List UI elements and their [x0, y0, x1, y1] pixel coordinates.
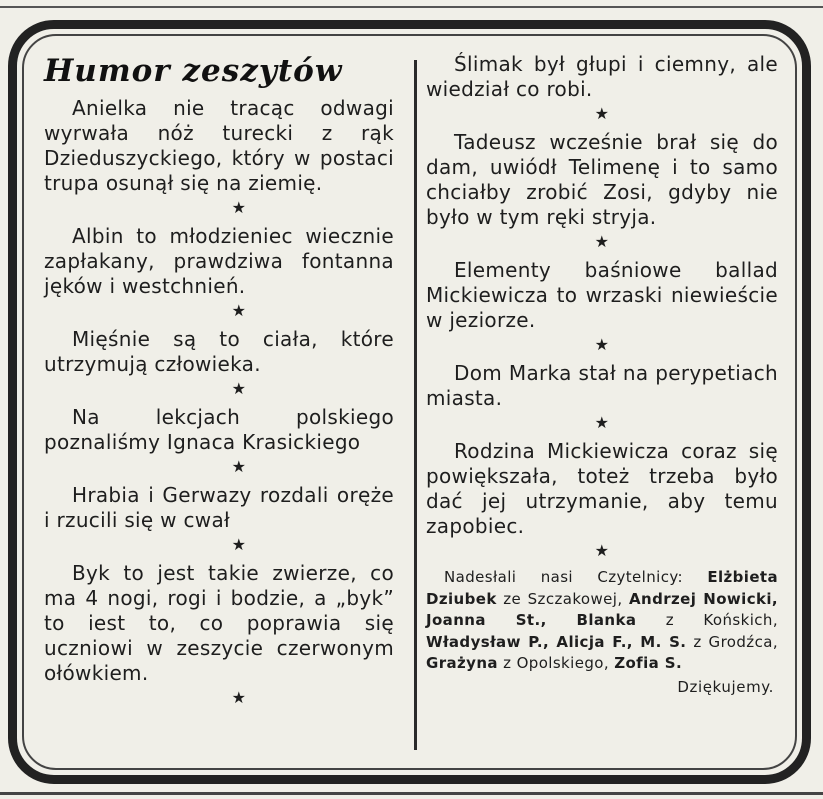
left-column	[44, 46, 394, 714]
joke-paragraph: Elementy baśniowe ballad Mickiewicza to wrzaski niewieście w jeziorze.	[426, 258, 778, 332]
joke-paragraph: Ślimak był głupi i ciemny, ale wiedział co robi.	[426, 52, 778, 101]
top-rule	[0, 6, 823, 8]
joke-paragraph: Anielka nie tracąc odwagi wyrwała nóż turecki z rąk Dzieduszyckiego, który w postaci trupa osunął się na ziemię.	[44, 96, 394, 195]
credit-place: z Opolskiego,	[503, 654, 610, 672]
joke-paragraph: Rodzina Mickiewicza coraz się powiększała, toteż trzeba było dać jej utrzymanie, aby temu zapobiec.	[426, 439, 778, 538]
credit-name: Elżbieta Dziubek	[426, 568, 778, 608]
star-separator: ★	[594, 104, 610, 123]
credit-name: Władysław P., Alicja F., M. S.	[426, 632, 687, 651]
right-column	[426, 52, 778, 698]
star-separator: ★	[594, 232, 610, 251]
credit-name: Andrzej Nowicki, Joanna St., Blanka	[426, 589, 779, 629]
column-divider	[414, 60, 417, 750]
star-separator: ★	[231, 457, 247, 476]
bottom-rule	[0, 792, 823, 795]
joke-paragraph: Na lekcjach polskiego poznaliśmy Ignaca Krasickiego	[44, 405, 394, 454]
star-separator: ★	[231, 688, 247, 707]
credit-place: z Końskich,	[665, 611, 778, 629]
star-separator: ★	[594, 335, 610, 354]
joke-paragraph: Byk to jest takie zwierze, co ma 4 nogi, rogi i bodzie, a „byk” to iest to, co poprawia się uczniowi w zeszycie czerwonym ołówkiem.	[44, 561, 394, 685]
star-separator: ★	[594, 541, 610, 560]
credit-name: Zofia S.	[614, 654, 683, 672]
joke-paragraph: Dom Marka stał na perypetiach miasta.	[426, 361, 778, 410]
credits-paragraph	[426, 567, 778, 675]
credit-place: ze Szczakowej,	[503, 589, 623, 608]
credits-intro: Nadesłali nasi Czytelnicy:	[444, 568, 683, 586]
joke-paragraph: Mięśnie są to ciała, które utrzymują człowieka.	[44, 327, 394, 376]
star-separator: ★	[594, 413, 610, 432]
credit-place: z Grodźca,	[693, 632, 778, 651]
joke-paragraph: Tadeusz wcześnie brał się do dam, uwiódł Telimenę i to samo chciałby zrobić Zosi, gdyby nie było w tym ręki stryja.	[426, 130, 778, 229]
thanks-note: Dziękujemy.	[677, 677, 774, 696]
joke-paragraph: Albin to młodzieniec wiecznie zapłakany, prawdziwa fontanna jęków i westchnień.	[44, 224, 394, 298]
article-title: Humor zeszytów	[44, 53, 343, 89]
joke-paragraph: Hrabia i Gerwazy rozdali oręże i rzucili się w cwał	[44, 483, 394, 532]
star-separator: ★	[231, 379, 247, 398]
star-separator: ★	[231, 535, 247, 554]
credit-name: Grażyna	[426, 654, 498, 672]
star-separator: ★	[231, 301, 247, 320]
star-separator: ★	[231, 198, 247, 217]
